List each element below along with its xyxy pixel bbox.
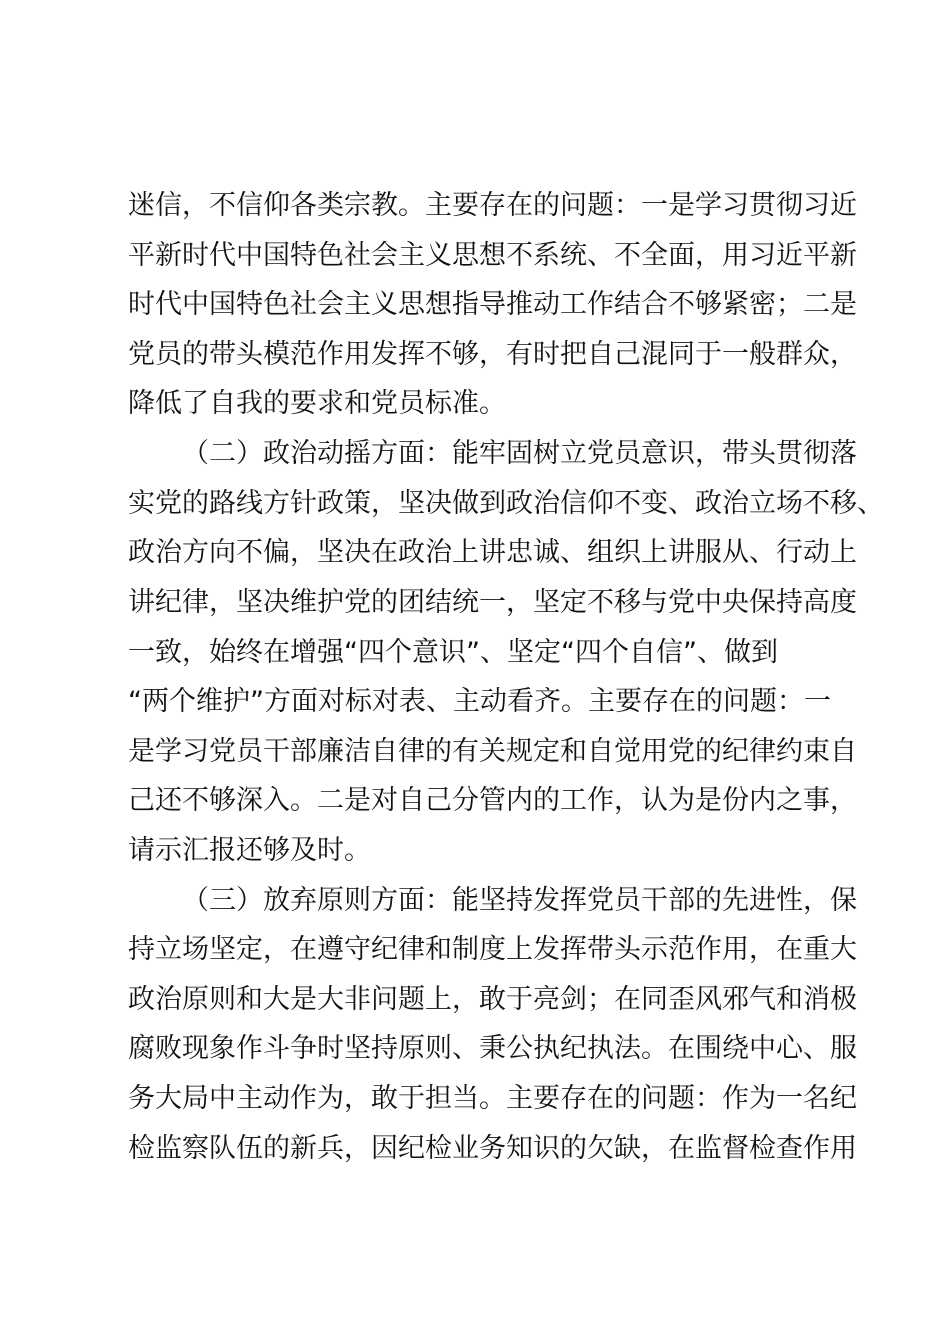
text-line: 讲纪律，坚决维护党的团结统一，坚定不移与党中央保持高度 bbox=[128, 587, 857, 618]
text-line: 是学习党员干部廉洁自律的有关规定和自觉用党的纪律约束自 bbox=[128, 736, 857, 767]
text-line: 政治方向不偏，坚决在政治上讲忠诚、组织上讲服从、行动上 bbox=[128, 537, 857, 568]
text-line: 腐败现象作斗争时坚持原则、秉公执纪执法。在围绕中心、服 bbox=[128, 1033, 857, 1064]
text-line: “两个维护”方面对标对表、主动看齐。主要存在的问题：一 bbox=[128, 686, 831, 717]
section-heading-line: （二）政治动摇方面：能牢固树立党员意识，带头贯彻落 bbox=[182, 438, 857, 469]
text-line: 时代中国特色社会主义思想指导推动工作结合不够紧密；二是 bbox=[128, 289, 857, 320]
text-line: 党员的带头模范作用发挥不够，有时把自己混同于一般群众， bbox=[128, 339, 857, 370]
text-line: 检监察队伍的新兵，因纪检业务知识的欠缺，在监督检查作用 bbox=[128, 1133, 857, 1164]
text-line: 请示汇报还够及时。 bbox=[128, 835, 371, 866]
text-line: 一致，始终在增强“四个意识”、坚定“四个自信”、做到 bbox=[128, 637, 778, 668]
text-line: 政治原则和大是大非问题上，敢于亮剑；在同歪风邪气和消极 bbox=[128, 984, 857, 1015]
section-heading-line: （三）放弃原则方面：能坚持发挥党员干部的先进性，保 bbox=[182, 885, 857, 916]
text-line: 己还不够深入。二是对自己分管内的工作，认为是份内之事， bbox=[128, 785, 857, 816]
text-line: 平新时代中国特色社会主义思想不系统、不全面，用习近平新 bbox=[128, 240, 857, 271]
text-line: 持立场坚定，在遵守纪律和制度上发挥带头示范作用，在重大 bbox=[128, 934, 857, 965]
text-line: 务大局中主动作为，敢于担当。主要存在的问题：作为一名纪 bbox=[128, 1083, 857, 1114]
text-line: 降低了自我的要求和党员标准。 bbox=[128, 388, 506, 419]
text-line: 迷信，不信仰各类宗教。主要存在的问题：一是学习贯彻习近 bbox=[128, 190, 857, 221]
text-line: 实党的路线方针政策，坚决做到政治信仰不变、政治立场不移、 bbox=[128, 488, 884, 519]
